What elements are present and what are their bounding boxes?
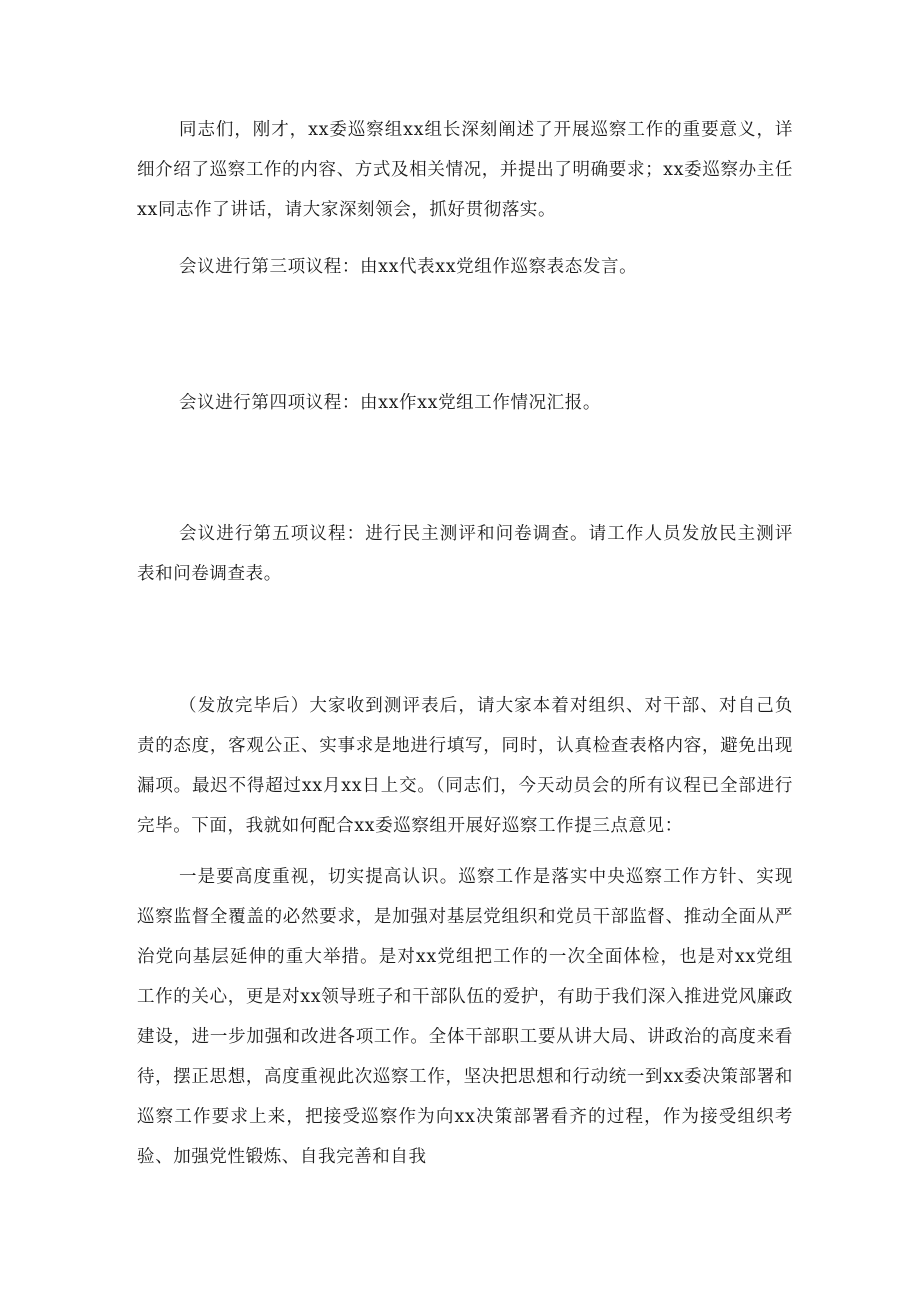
paragraph-agenda-item-5: 会议进行第五项议程：进行民主测评和问卷调查。请工作人员发放民主测评表和问卷调查表。 [137, 524, 793, 584]
paragraph-opening-remarks: 同志们，刚才，xx委巡察组xx组长深刻阐述了开展巡察工作的重要意义，详细介绍了巡察工作的内容、方式及相关情况，并提出了明确要求；xx委巡察办主任xx同志作了讲话，请大家深刻领会，抓好贯彻落实。 [137, 120, 793, 220]
paragraph-agenda-item-3: 会议进行第三项议程：由xx代表xx党组作巡察表态发言。 [179, 257, 638, 277]
paragraph-agenda-item-4: 会议进行第四项议程：由xx作xx党组工作情况汇报。 [179, 393, 601, 413]
paragraph-survey-instructions: （发放完毕后）大家收到测评表后，请大家本着对组织、对干部、对自己负责的态度，客观公正、实事求是地进行填写，同时，认真检查表格内容，避免出现漏项。最迟不得超过xx月xx日上交。（同志们，今天动员会的所有议程已全部进行完毕。下面，我就如何配合xx委巡察组开展好巡察工作提三点意见： [137, 696, 793, 836]
paragraph-point-one: 一是要高度重视，切实提高认识。巡察工作是落实中央巡察工作方针、实现巡察监督全覆盖的必然要求，是加强对基层党组织和党员干部监督、推动全面从严治党向基层延伸的重大举措。是对xx党组把工作的一次全面体检，也是对xx党组工作的关心，更是对xx领导班子和干部队伍的爱护，有助于我们深入推进党风廉政建设，进一步加强和改进各项工作。全体干部职工要从讲大局、讲政治的高度来看待，摆正思想，高度重视此次巡察工作，坚决把思想和行动统一到xx委决策部署和巡察工作要求上来，把接受巡察作为向xx决策部署看齐的过程，作为接受组织考验、加强党性锻炼、自我完善和自我 [137, 867, 793, 1167]
